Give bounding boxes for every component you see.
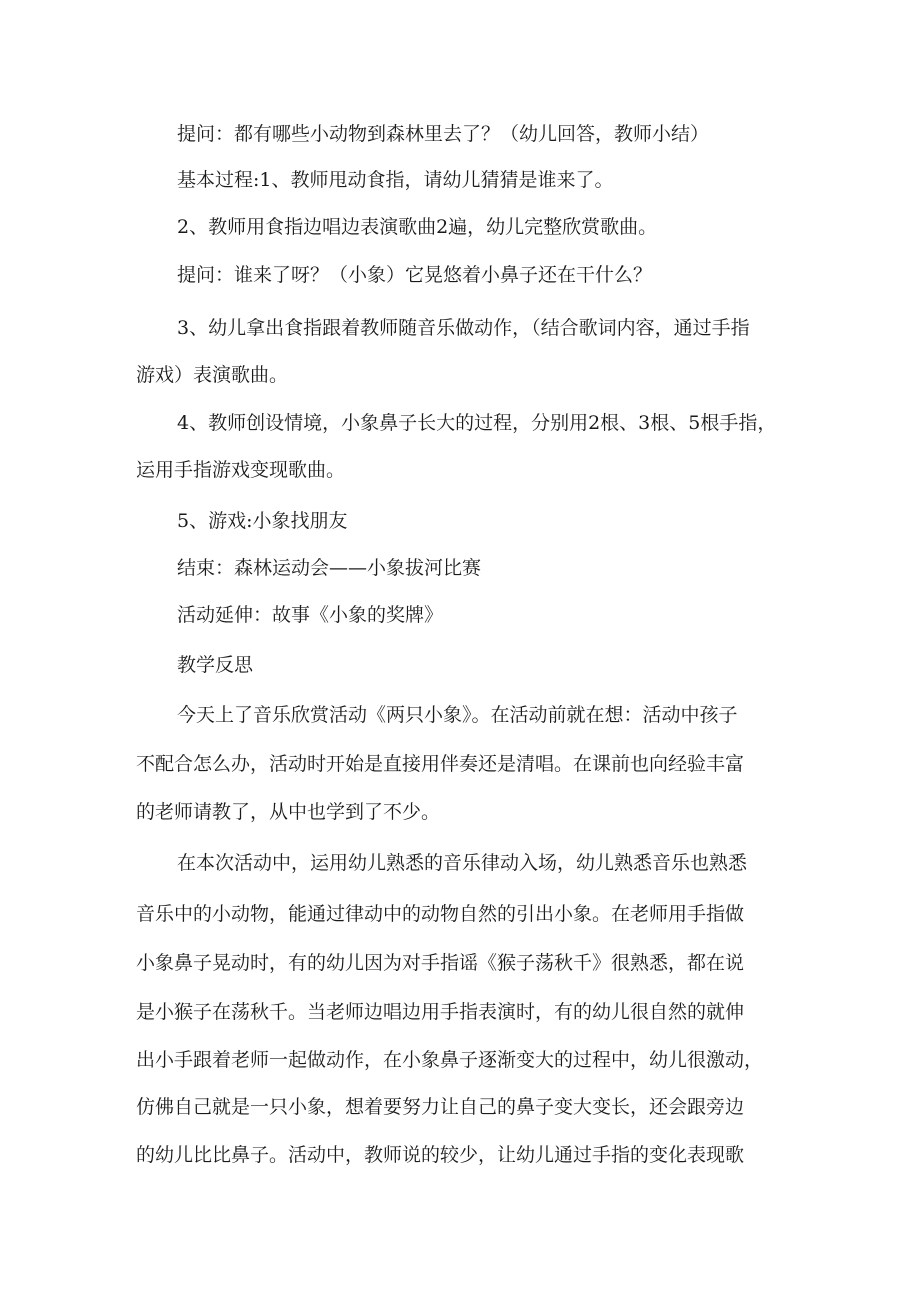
ending-line: 结束：森林运动会——小象拔河比赛	[177, 557, 482, 579]
basic-process-step-1: 基本过程:1、教师甩动食指，请幼儿猜猜是谁来了。	[177, 169, 614, 191]
reflection-paragraph-1-line-2: 不配合怎么办，活动时开始是直接用伴奏还是清唱。在课前也向经验丰富	[136, 753, 745, 775]
step-4-line: 4、教师创设情境，小象鼻子长大的过程，分别用2根、3根、5根手指，	[177, 412, 777, 434]
reflection-paragraph-2-line-5: 出小手跟着老师一起做动作，在小象鼻子逐渐变大的过程中，幼儿很激动，	[136, 1049, 764, 1071]
extension-line: 活动延伸：故事《小象的奖牌》	[177, 604, 444, 626]
reflection-paragraph-2-line-1: 在本次活动中，运用幼儿熟悉的音乐律动入场，幼儿熟悉音乐也熟悉	[177, 852, 748, 874]
reflection-paragraph-2-line-6: 仿佛自己就是一只小象，想着要努力让自己的鼻子变大变长，还会跟旁边	[136, 1096, 745, 1118]
step-3-line: 3、幼儿拿出食指跟着教师随音乐做动作，（结合歌词内容，通过手指	[177, 317, 750, 339]
section-heading-reflection: 教学反思	[177, 654, 254, 676]
reflection-paragraph-2-line-2: 音乐中的小动物，能通过律动中的动物自然的引出小象。在老师用手指做	[136, 903, 745, 925]
reflection-paragraph-2-line-7: 的幼儿比比鼻子。活动中，教师说的较少，让幼儿通过手指的变化表现歌	[136, 1144, 745, 1166]
reflection-paragraph-2-line-3: 小象鼻子晃动时，有的幼儿因为对手指谣《猴子荡秋千》很熟悉，都在说	[136, 952, 745, 974]
question-animals-line: 提问：都有哪些小动物到森林里去了？（幼儿回答，教师小结）	[177, 123, 710, 145]
question-elephant-line: 提问：谁来了呀？（小象）它晃悠着小鼻子还在干什么？	[177, 264, 653, 286]
step-3-continuation: 游戏）表演歌曲。	[136, 364, 289, 386]
reflection-paragraph-2-line-4: 是小猴子在荡秋千。当老师边唱边用手指表演时，有的幼儿很自然的就伸	[136, 1001, 745, 1023]
step-5-line: 5、游戏:小象找朋友	[177, 510, 348, 532]
step-4-continuation: 运用手指游戏变现歌曲。	[136, 459, 346, 481]
step-2-line: 2、教师用食指边唱边表演歌曲2遍，幼儿完整欣赏歌曲。	[177, 216, 658, 238]
reflection-paragraph-1-line-3: 的老师请教了，从中也学到了不少。	[136, 801, 441, 823]
reflection-paragraph-1-line-1: 今天上了音乐欣赏活动《两只小象》。在活动前就在想：活动中孩子	[177, 704, 738, 726]
